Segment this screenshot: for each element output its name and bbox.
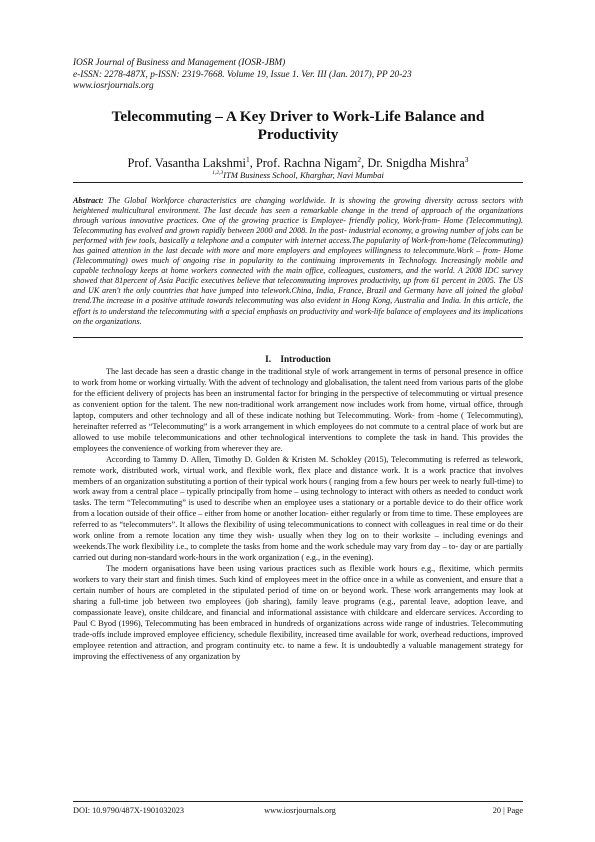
author-name: Prof. Rachna Nigam (255, 156, 358, 171)
footer-website[interactable]: www.iosrjournals.org (264, 806, 336, 815)
journal-header (73, 58, 533, 93)
paragraph: The modern organisations have been using various practices such as flexible work hours e.g., flexitime, which permits workers to vary their start and finish times. Such kind of employees meet in the office once in a while as convenient, and ensure that a certain number of hours are completed in the stipulated period of time on or beyond work. These work arrangements may look at sharing a full-time job between two employees (job sharing), family leave programs (e.g., parental leave, adoption leave, and compassionate leave), onsite childcare, and financial and informational assistance with childcare and eldercare services. According to Paul C Byod (1996), Telecommuting has been embraced in hundreds of organizations across wide range of industries. Telecommuting trade-offs include improved employee efficiency, schedule flexibility, increased time available for work, overhead reductions, improved employee retention and attraction, and program continuity etc. to name a few. It is undoubtedly a valuable management strategy for improving the effectiveness of any organization by (73, 564, 523, 661)
journal-name: IOSR Journal of Business and Management (IOSR-JBM) (73, 58, 286, 68)
paragraph: According to Tammy D. Allen, Timothy D. Golden & Kristen M. Schokley (2015), Telecommuting is referred as telework, remote work, distributed work, virtual work, and flexible work, flex place and distance work. It is a work practice that involves members of an organization substituting a portion of their typical work hours ( ranging from a few hours per week to nearly full-time) to work away from a central place – typically principally from home – using technology to interact with others as needed to conduct work tasks. The term “Telecommuting” is used to describe when an employee uses a stationary or a portable device to do their office work from a location outside of their office – either from home or another location- either regularly or from time to time. These employees are referred to as “telecommuters”. It allows the flexibility of using telecommunications to connect with colleagues in real time or do their work online from a remote location any time they wish- usually when they log on to their worksite – including evenings and weekends.The work flexibility i.e., to complete the tasks from home and the work schedule may vary from day – to- day or are partially carried out during non-standard work-hours in the work organization ( e.g., in the evening). (73, 454, 523, 563)
affiliation-sup: 1,2,3 (212, 170, 224, 176)
body-text (73, 367, 523, 663)
section-heading (73, 355, 523, 366)
footer-page-number: 20 | Page (492, 806, 523, 815)
paragraph: The last decade has seen a drastic change in the traditional style of work arrangement in terms of personal presence in office to work from home or working virtually. With the advent of technology and globalisation, the talent need from various parts of the globe for the efficient delivery of projects has been an instrumental factor for bringing in the perspective of telecommuting or virtual presence as convenient option for the talent. The new non-traditional work arrangement now includes work from home, virtual office, through laptop, computers and other technology and all of these indicate nothing but Telecommuting. Work- from -home ( Telecommuting), hereinafter referred as “Telecommuting” is a work arrangement in which employees do not commute to a central place of work but are allowed to use mobile telecommunications and other technological interventions to complete the task in hand. This provides the employees the convenience of working from wherever they are. (73, 367, 523, 453)
affiliation-text: ITM Business School, Kharghar, Navi Mumbai (223, 169, 384, 180)
author-sup: 2 (357, 155, 362, 164)
abstract (73, 196, 523, 327)
journal-issn: e-ISSN: 2278-487X, p-ISSN: 2319-7668. Volume 19, Issue 1. Ver. III (Jan. 2017), PP 20-23 (73, 69, 412, 80)
author-separator: , (361, 156, 368, 171)
abstract-text: The Global Workforce characteristics are changing worldwide. It is showing the growing diversity across sectors with heightened multicultural environment. The last decade has seen a remarkable change in the trend of approach of the organizations through various innovative practices. One of the growing practice is Employee- friendly policy, Work-from- Home (Telecommuting). Telecommuting has evolved and grown rapidly between 2000 and 2008. In the post- industrial economy, a growing number of jobs can be performed with few tools, basically a telephone and a computer with internet access.The popularity of Work-from-home (Telecommuting) has gained attention in the last decade with more and more employers and employees willingness to telecommute.Work – from- Home (Telecommuting) owes much of ongoing rise in popularity to the continuing improvements in Technology. Increasingly mobile and capable technology keeps at home workers connected with the main office, colleagues, customers, and the world. A 2008 IDC survey showed that 81percent of Asia Pacific executives believe that telecommuting improves productivity, up from 61 percent in 2005. The US and UK aren't the only countries that have jumped into telework.China, India, France, Brazil and Germany have all joined the global trend.The increase in a positive attitude towards telecommuting was also evident in Hong Kong, Australia and India. In this article, the effort is to understand the telecommuting with a special emphasis on productivity and work-life balance of employees and its implications on the organizations. (73, 196, 524, 326)
author-sup: 3 (464, 155, 469, 164)
section-number: I. (265, 355, 272, 365)
author-name: Prof. Vasantha Lakshmi (127, 156, 246, 171)
footer-doi: DOI: 10.9790/487X-1901032023 (73, 806, 185, 815)
author-separator: , (249, 156, 256, 171)
affiliation (73, 168, 523, 181)
section-title: Introduction (280, 355, 331, 365)
abstract-label: Abstract: (73, 196, 104, 205)
author-name: Dr. Snigdha Mishra (367, 156, 465, 171)
paper-title: Telecommuting – A Key Driver to Work-Life Balance and Productivity (111, 108, 485, 143)
footer-rule (73, 801, 523, 802)
author-sup: 1 (245, 155, 250, 164)
journal-website[interactable]: www.iosrjournals.org (73, 81, 154, 92)
